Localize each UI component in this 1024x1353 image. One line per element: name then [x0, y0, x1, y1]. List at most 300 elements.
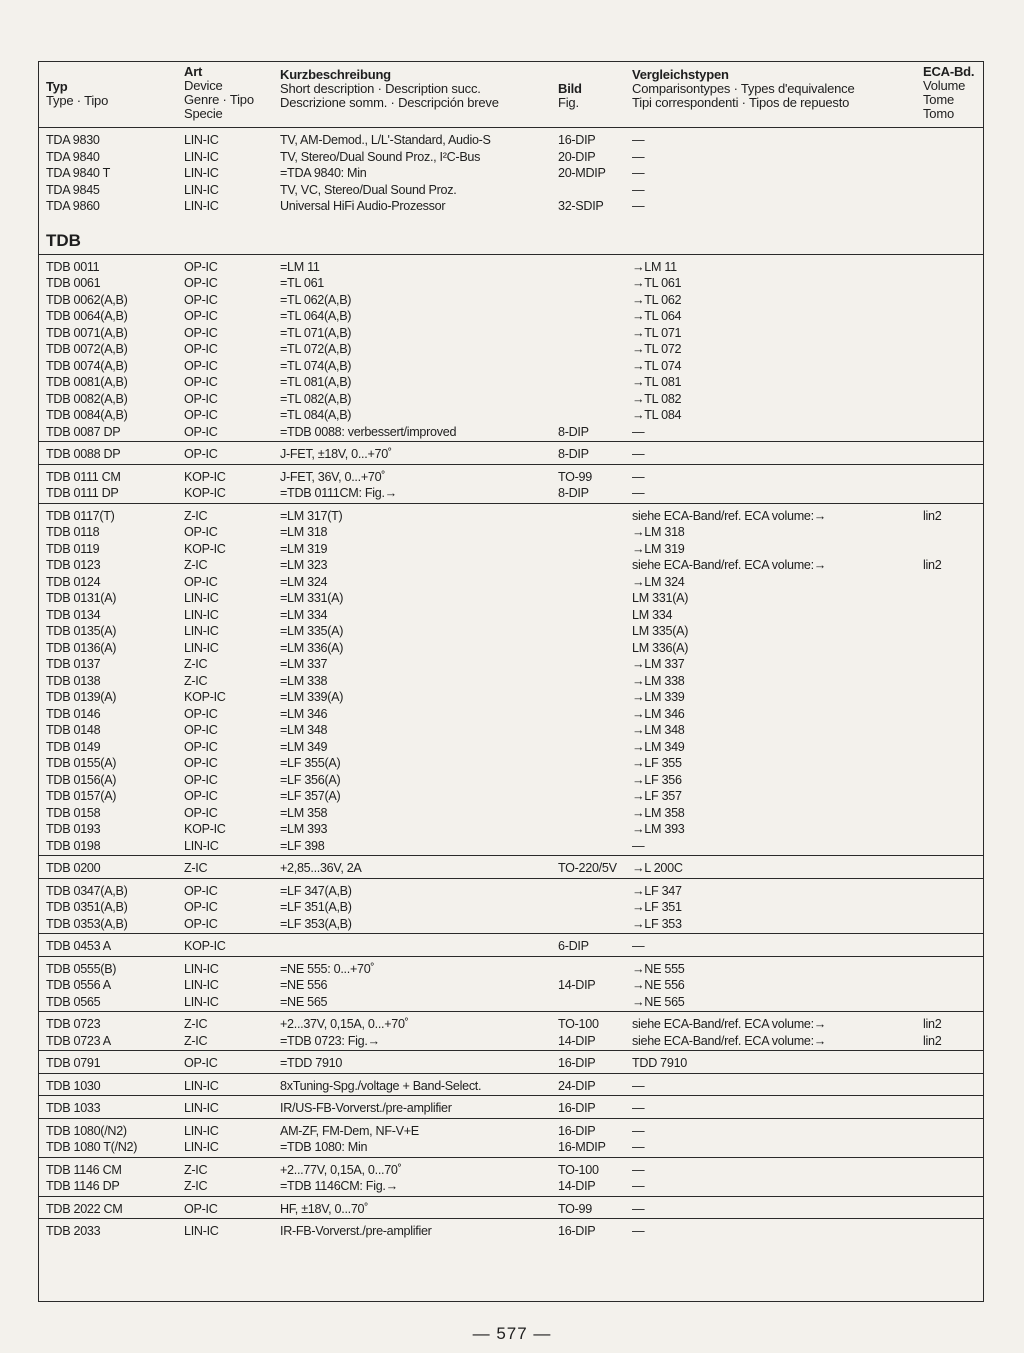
equivalent-cell: — [632, 149, 645, 164]
table-row [39, 391, 983, 408]
device-cell: KOP-IC [184, 541, 226, 556]
row-group [39, 1051, 983, 1074]
device-cell: LIN-IC [184, 640, 219, 655]
device-cell: LIN-IC [184, 133, 219, 147]
description-cell: =LM 324 [280, 574, 328, 589]
type-cell: TDB 0082(A,B) [46, 391, 128, 406]
device-cell: Z-IC [184, 1017, 208, 1031]
type-cell: TDB 0146 [46, 706, 101, 721]
equivalent-cell: →TL 072 [632, 342, 682, 356]
description-cell: =LM 317(T) [280, 508, 343, 523]
table-row [39, 341, 983, 358]
table-row [39, 821, 983, 838]
device-cell: OP-IC [184, 342, 218, 356]
type-cell: TDB 0136(A) [46, 640, 117, 655]
description-cell: HF, ±18V, 0...70˚ [280, 1201, 369, 1216]
row-group [39, 1119, 983, 1158]
type-cell: TDB 1146 CM [46, 1162, 122, 1177]
description-cell: =TL 072(A,B) [280, 342, 352, 356]
row-group [39, 1219, 983, 1241]
type-cell: TDB 0193 [46, 822, 101, 836]
header-eca-volume: ECA-Bd. Volume Tome Tomo [923, 64, 975, 121]
description-cell: =TL 081(A,B) [280, 375, 352, 389]
section-heading-container [39, 215, 983, 253]
device-cell: LIN-IC [184, 1123, 219, 1138]
header-type: Typ Type · Tipo [46, 79, 109, 108]
description-cell: =LM 331(A) [280, 591, 344, 605]
type-cell: TDB 2022 CM [46, 1201, 123, 1216]
table-row [39, 485, 983, 502]
device-cell: LIN-IC [184, 978, 219, 992]
device-cell: LIN-IC [184, 1101, 219, 1115]
type-cell: TDB 0088 DP [46, 447, 121, 461]
type-cell: TDB 0198 [46, 838, 101, 853]
row-group [39, 1012, 983, 1051]
eca-volume-cell: lin2 [923, 1033, 942, 1048]
type-cell: TDB 2033 [46, 1224, 101, 1238]
device-cell: KOP-IC [184, 469, 226, 484]
description-cell: 8xTuning-Spg./voltage + Band-Select. [280, 1078, 482, 1093]
table-row [39, 640, 983, 657]
description-cell: =NE 555: 0...+70˚ [280, 961, 375, 976]
type-cell: TDB 0081(A,B) [46, 375, 128, 389]
row-group [39, 128, 983, 255]
table-row [39, 325, 983, 342]
type-cell: TDB 0119 [46, 541, 100, 556]
description-cell: =TDB 0723: Fig.→ [280, 1033, 380, 1048]
equivalent-cell: — [632, 1123, 645, 1138]
equivalent-cell: — [632, 486, 645, 500]
figure-cell: TO-100 [558, 1017, 599, 1031]
table-row [39, 198, 983, 215]
description-cell: =LF 347(A,B) [280, 883, 352, 898]
figure-cell: 16-DIP [558, 1224, 596, 1238]
type-cell: TDB 0072(A,B) [46, 342, 128, 356]
description-cell: =TDB 1146CM: Fig.→ [280, 1179, 398, 1193]
figure-cell: 24-DIP [558, 1078, 596, 1093]
equivalent-cell: →LM 11 [632, 259, 677, 274]
device-cell: LIN-IC [184, 838, 219, 853]
equivalent-cell: →NE 555 [632, 961, 685, 976]
type-cell: TDB 0565 [46, 994, 101, 1009]
type-cell: TDA 9840 [46, 149, 100, 164]
equivalent-cell: — [632, 1224, 645, 1238]
description-cell: =TL 064(A,B) [280, 309, 352, 323]
description-cell: =LM 338 [280, 673, 328, 688]
description-cell: =LF 398 [280, 838, 325, 853]
figure-cell: 14-DIP [558, 978, 596, 992]
description-cell: =LM 335(A) [280, 624, 344, 638]
equivalent-cell: →LF 353 [632, 916, 682, 931]
table-row [39, 165, 983, 182]
figure-cell: 16-DIP [558, 1056, 596, 1070]
type-cell: TDA 9845 [46, 182, 100, 197]
table-row [39, 805, 983, 822]
table-row [39, 358, 983, 375]
figure-cell: TO-99 [558, 469, 592, 484]
description-cell: TV, Stereo/Dual Sound Proz., I²C-Bus [280, 149, 481, 164]
equivalent-cell: — [632, 1078, 645, 1093]
table-row [39, 656, 983, 673]
description-cell: =LF 355(A) [280, 756, 341, 770]
type-cell: TDB 0064(A,B) [46, 309, 128, 323]
figure-cell: TO-220/5V [558, 861, 617, 875]
description-cell: TV, AM-Demod., L/L'-Standard, Audio-S [280, 133, 491, 147]
device-cell: Z-IC [184, 673, 208, 688]
type-cell: TDB 0087 DP [46, 424, 121, 439]
type-cell: TDB 1080(/N2) [46, 1123, 127, 1138]
description-cell: =TDB 0111CM: Fig.→ [280, 486, 397, 500]
device-cell: KOP-IC [184, 939, 226, 953]
equivalent-cell: — [632, 1101, 645, 1115]
description-cell: J-FET, 36V, 0...+70˚ [280, 469, 386, 484]
table-row [39, 755, 983, 772]
description-cell: =TL 061 [280, 276, 324, 290]
description-cell: =LF 351(A,B) [280, 900, 352, 914]
device-cell: OP-IC [184, 916, 218, 931]
equivalent-cell: →LF 355 [632, 756, 682, 770]
equivalent-cell: — [632, 199, 645, 213]
table-row [39, 1223, 983, 1240]
figure-cell: 6-DIP [558, 939, 589, 953]
type-cell: TDB 1030 [46, 1078, 101, 1093]
equivalent-cell: — [632, 838, 645, 853]
type-cell: TDB 0138 [46, 673, 101, 688]
device-cell: LIN-IC [184, 1224, 219, 1238]
description-cell: =LM 358 [280, 805, 328, 820]
table-row [39, 689, 983, 706]
type-cell: TDB 0156(A) [46, 772, 117, 787]
type-cell: TDB 0157(A) [46, 789, 117, 803]
device-cell: Z-IC [184, 1162, 208, 1177]
type-cell: TDB 0158 [46, 805, 101, 820]
type-cell: TDB 0135(A) [46, 624, 117, 638]
equivalent-cell: →TL 084 [632, 408, 682, 422]
table-row [39, 374, 983, 391]
equivalent-cell: →TL 074 [632, 358, 682, 373]
description-cell: =TDA 9840: Min [280, 166, 367, 180]
device-cell: OP-IC [184, 574, 218, 589]
table-row [39, 424, 983, 441]
table-row [39, 149, 983, 166]
description-cell: =NE 556 [280, 978, 328, 992]
figure-cell: 8-DIP [558, 486, 589, 500]
table-row [39, 308, 983, 325]
type-cell: TDB 0353(A,B) [46, 916, 128, 931]
device-cell: LIN-IC [184, 624, 219, 638]
table-row [39, 524, 983, 541]
device-cell: OP-IC [184, 789, 218, 803]
type-cell: TDB 0155(A) [46, 756, 117, 770]
table-body [39, 128, 983, 1241]
type-cell: TDB 0347(A,B) [46, 883, 128, 898]
device-cell: OP-IC [184, 424, 218, 439]
device-cell: OP-IC [184, 756, 218, 770]
table-row [39, 1033, 983, 1050]
device-cell: LIN-IC [184, 994, 219, 1009]
equivalent-cell: →LM 348 [632, 723, 685, 737]
device-cell: OP-IC [184, 391, 218, 406]
description-cell: =LM 319 [280, 541, 328, 556]
device-cell: OP-IC [184, 309, 218, 323]
device-cell: Z-IC [184, 861, 208, 875]
equivalent-cell: →LM 318 [632, 525, 685, 539]
table-row [39, 508, 983, 525]
type-cell: TDB 0111 DP [46, 486, 119, 500]
header-figure: Bild Fig. [558, 81, 582, 110]
row-group [39, 879, 983, 935]
equivalent-cell: →LF 357 [632, 789, 682, 803]
device-cell: LIN-IC [184, 166, 219, 180]
equivalent-cell: →LM 346 [632, 706, 685, 721]
table-row [39, 292, 983, 309]
type-cell: TDB 0555(B) [46, 961, 117, 976]
equivalent-cell: LM 336(A) [632, 640, 689, 655]
type-cell: TDB 0111 CM [46, 469, 121, 484]
equivalent-cell: →LM 393 [632, 822, 685, 836]
device-cell: Z-IC [184, 508, 208, 523]
table-row [39, 574, 983, 591]
figure-cell: TO-99 [558, 1201, 592, 1216]
figure-cell: 8-DIP [558, 424, 589, 439]
device-cell: LIN-IC [184, 199, 219, 213]
figure-cell: 16-DIP [558, 1123, 596, 1138]
device-cell: OP-IC [184, 900, 218, 914]
equivalent-cell: — [632, 1179, 645, 1193]
description-cell: =LM 323 [280, 558, 328, 572]
table-row [39, 557, 983, 574]
table-row [39, 838, 983, 855]
description-cell: +2,85...36V, 2A [280, 861, 362, 875]
row-group [39, 1074, 983, 1097]
table-row [39, 1162, 983, 1179]
device-cell: OP-IC [184, 276, 218, 290]
row-group [39, 255, 983, 443]
description-cell: =LF 357(A) [280, 789, 341, 803]
equivalent-cell: — [632, 133, 645, 147]
equivalent-cell: siehe ECA-Band/ref. ECA volume:→ [632, 1017, 827, 1031]
description-cell: =TL 062(A,B) [280, 292, 352, 307]
device-cell: OP-IC [184, 805, 218, 820]
equivalent-cell: — [632, 469, 645, 484]
equivalent-cell: LM 331(A) [632, 591, 689, 605]
type-cell: TDB 0148 [46, 723, 101, 737]
device-cell: LIN-IC [184, 1078, 219, 1093]
type-cell: TDB 0074(A,B) [46, 358, 128, 373]
table-row [39, 1055, 983, 1072]
device-cell: KOP-IC [184, 486, 226, 500]
device-cell: OP-IC [184, 723, 218, 737]
equivalent-cell: siehe ECA-Band/ref. ECA volume:→ [632, 508, 827, 523]
device-cell: OP-IC [184, 772, 218, 787]
type-cell: TDB 0556 A [46, 978, 111, 992]
description-cell: =LF 356(A) [280, 772, 341, 787]
equivalent-cell: →LF 351 [632, 900, 682, 914]
table-row [39, 1139, 983, 1156]
row-group [39, 1096, 983, 1119]
device-cell: OP-IC [184, 292, 218, 307]
description-cell: =LM 336(A) [280, 640, 344, 655]
equivalent-cell: →TL 061 [632, 276, 682, 290]
equivalent-cell: siehe ECA-Band/ref. ECA volume:→ [632, 1033, 827, 1048]
table-row [39, 407, 983, 424]
equivalent-cell: →TL 082 [632, 391, 682, 406]
type-cell: TDB 1146 DP [46, 1179, 120, 1193]
table-row [39, 1178, 983, 1195]
eca-volume-cell: lin2 [923, 558, 942, 572]
equivalent-cell: TDD 7910 [632, 1056, 687, 1070]
table-row [39, 772, 983, 789]
row-group [39, 465, 983, 504]
description-cell: IR-FB-Vorverst./pre-amplifier [280, 1224, 432, 1238]
equivalent-cell: →TL 064 [632, 309, 682, 323]
eca-volume-cell: lin2 [923, 508, 942, 523]
equivalent-cell: →LM 319 [632, 541, 685, 556]
type-cell: TDB 0011 [46, 259, 100, 274]
table-row [39, 938, 983, 955]
device-cell: KOP-IC [184, 690, 226, 704]
figure-cell: 16-MDIP [558, 1140, 606, 1154]
description-cell: +2...37V, 0,15A, 0...+70˚ [280, 1017, 409, 1031]
equivalent-cell: — [632, 939, 645, 953]
description-cell: =TDB 0088: verbessert/improved [280, 424, 457, 439]
equivalent-cell: — [632, 182, 645, 197]
table-row [39, 961, 983, 978]
device-cell: OP-IC [184, 706, 218, 721]
device-cell: OP-IC [184, 259, 218, 274]
table-row [39, 706, 983, 723]
type-cell: TDB 0062(A,B) [46, 292, 128, 307]
device-cell: OP-IC [184, 408, 218, 422]
type-cell: TDB 0723 A [46, 1033, 111, 1048]
description-cell: =LM 346 [280, 706, 328, 721]
type-cell: TDB 0453 A [46, 939, 111, 953]
table-row [39, 673, 983, 690]
table-row [39, 541, 983, 558]
equivalent-cell: — [632, 1162, 645, 1177]
table-row [39, 469, 983, 486]
type-cell: TDB 0134 [46, 607, 101, 622]
description-cell: TV, VC, Stereo/Dual Sound Proz. [280, 182, 457, 197]
table-row [39, 1100, 983, 1117]
device-cell: OP-IC [184, 883, 218, 898]
description-cell: =TDB 1080: Min [280, 1140, 368, 1154]
table-row [39, 883, 983, 900]
description-cell: +2...77V, 0,15A, 0...70˚ [280, 1162, 402, 1177]
device-cell: KOP-IC [184, 822, 226, 836]
header-equivalents: Vergleichstypen Comparisontypes · Types d'equivalence Tipi correspondenti · Tipos de repuesto [632, 67, 855, 110]
description-cell: =NE 565 [280, 994, 328, 1009]
equivalent-cell: →LM 349 [632, 739, 685, 754]
row-group [39, 934, 983, 957]
description-cell: =LM 348 [280, 723, 328, 737]
equivalent-cell: →NE 556 [632, 978, 685, 992]
page-number: — 577 — [472, 1324, 552, 1343]
table-row [39, 1078, 983, 1095]
table-row [39, 275, 983, 292]
row-group [39, 957, 983, 1013]
equivalent-cell: — [632, 166, 645, 180]
table-row [39, 182, 983, 199]
row-group [39, 1197, 983, 1220]
table-row [39, 132, 983, 149]
row-group [39, 1158, 983, 1197]
row-group [39, 504, 983, 857]
description-cell: J-FET, ±18V, 0...+70˚ [280, 447, 392, 461]
device-cell: Z-IC [184, 1033, 208, 1048]
type-cell: TDB 0123 [46, 558, 101, 572]
description-cell: =LM 337 [280, 657, 328, 671]
table-row [39, 860, 983, 877]
figure-cell: 16-DIP [558, 133, 596, 147]
table-row [39, 590, 983, 607]
description-cell: =LM 11 [280, 259, 320, 274]
table-row [39, 446, 983, 463]
table-row [39, 1123, 983, 1140]
description-cell: =LM 339(A) [280, 690, 344, 704]
equivalent-cell: →TL 071 [632, 325, 682, 340]
type-cell: TDB 0124 [46, 574, 101, 589]
description-cell: =TL 074(A,B) [280, 358, 352, 373]
type-cell: TDB 0117(T) [46, 508, 115, 523]
type-cell: TDB 0200 [46, 861, 101, 875]
description-cell: =LM 334 [280, 607, 328, 622]
table-row [39, 916, 983, 933]
table-row [39, 899, 983, 916]
figure-cell: 14-DIP [558, 1033, 596, 1048]
figure-cell: 32-SDIP [558, 199, 604, 213]
device-cell: OP-IC [184, 1201, 218, 1216]
equivalent-cell: →LM 338 [632, 673, 685, 688]
table-header [39, 62, 983, 128]
device-cell: OP-IC [184, 358, 218, 373]
device-cell: OP-IC [184, 525, 218, 539]
description-cell: IR/US-FB-Vorverst./pre-amplifier [280, 1101, 452, 1115]
equivalent-cell: — [632, 447, 645, 461]
equivalent-cell: LM 335(A) [632, 624, 689, 638]
catalog-table [38, 61, 984, 1302]
device-cell: OP-IC [184, 739, 218, 754]
figure-cell: TO-100 [558, 1162, 599, 1177]
type-cell: TDB 0061 [46, 276, 101, 290]
type-cell: TDB 0149 [46, 739, 101, 754]
equivalent-cell: →LM 337 [632, 657, 685, 671]
equivalent-cell: LM 334 [632, 607, 673, 622]
row-group [39, 442, 983, 465]
device-cell: OP-IC [184, 1056, 218, 1070]
equivalent-cell: — [632, 1201, 645, 1216]
section-heading: TDB [46, 230, 81, 250]
description-cell: =TL 082(A,B) [280, 391, 352, 406]
equivalent-cell: →TL 081 [632, 375, 682, 389]
device-cell: Z-IC [184, 1179, 208, 1193]
type-cell: TDB 0791 [46, 1056, 101, 1070]
type-cell: TDA 9840 T [46, 166, 110, 180]
table-row [39, 623, 983, 640]
table-row [39, 977, 983, 994]
figure-cell: 20-MDIP [558, 166, 606, 180]
description-cell: AM-ZF, FM-Dem, NF-V+E [280, 1123, 419, 1138]
table-row [39, 994, 983, 1011]
device-cell: OP-IC [184, 447, 218, 461]
equivalent-cell: siehe ECA-Band/ref. ECA volume:→ [632, 558, 827, 572]
type-cell: TDB 0084(A,B) [46, 408, 128, 422]
device-cell: LIN-IC [184, 149, 219, 164]
device-cell: Z-IC [184, 558, 208, 572]
figure-cell: 20-DIP [558, 149, 596, 164]
description-cell: =LM 349 [280, 739, 328, 754]
device-cell: LIN-IC [184, 182, 219, 197]
